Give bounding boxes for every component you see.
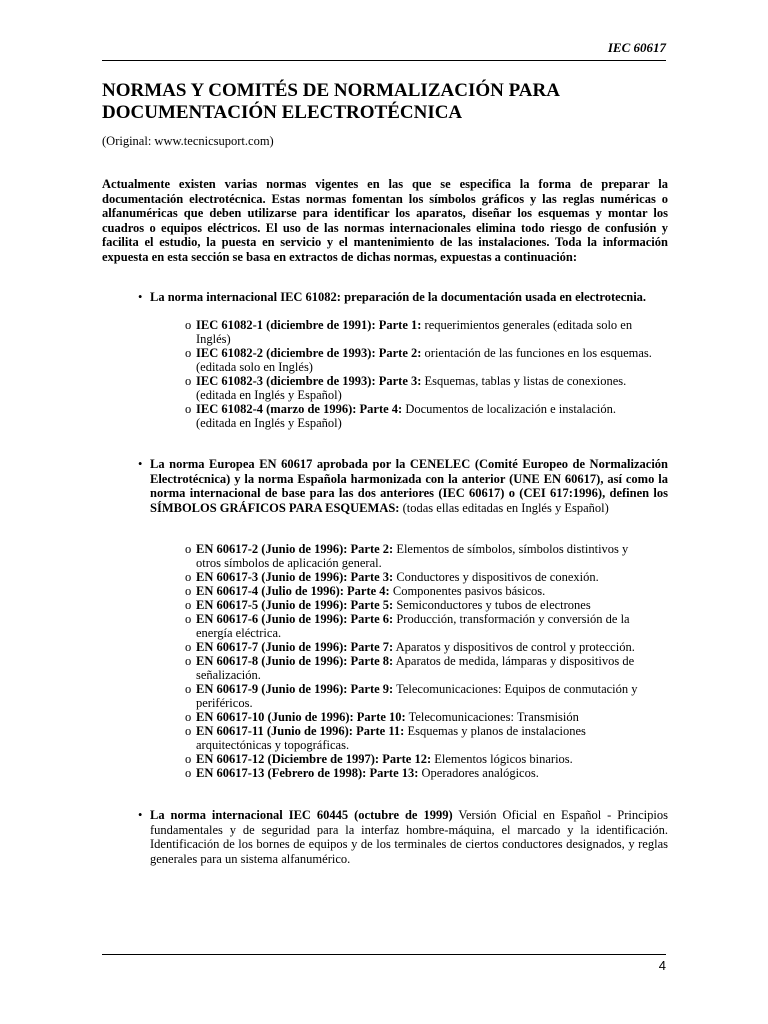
list-item: o EN 60617-2 (Junio de 1996): Parte 2: Elementos de símbolos, símbolos distintivos y otros símbolos de aplicación general. [185,542,629,570]
section-heading: La norma internacional IEC 61082: preparación de la documentación usada en electrotecnia. [150,290,647,304]
section-iec-60445 [138,808,668,866]
list-item: o EN 60617-12 (Diciembre de 1997): Parte 12: Elementos lógicos binarios. [185,752,573,766]
circle-bullet-icon: o [185,542,192,556]
bullet-icon: • [138,808,143,822]
list-item: o EN 60617-8 (Junio de 1996): Parte 8: Aparatos de medida, lámparas y dispositivos de señalización. [185,654,635,682]
circle-bullet-icon: o [185,598,192,612]
list-item: o EN 60617-4 (Julio de 1996): Parte 4: Componentes pasivos básicos. [185,584,546,598]
footer-rule [102,954,666,955]
bullet-icon: • [138,290,143,304]
circle-bullet-icon: o [185,752,192,766]
section-note: (todas ellas editadas en Inglés y Español) [399,500,609,515]
circle-bullet-icon: o [185,612,192,626]
list-item: o IEC 61082-4 (marzo de 1996): Parte 4: Documentos de localización e instalación. (editada en Inglés y Español) [185,402,617,430]
list-item: o EN 60617-11 (Junio de 1996): Parte 11: Esquemas y planos de instalaciones arquitectónicas y topográficas. [185,724,586,752]
section-note: Versión Oficial en Español - Principios fundamentales y de seguridad para la interfaz hombre-máquina, el marcado y la identificación. Identificación de los bornes de equipos y de los terminales de ciertos conductores designados, y reglas generales para un sistema alfanumérico. [150,808,668,866]
list-item: o EN 60617-10 (Junio de 1996): Parte 10: Telecomunicaciones: Transmisión [185,710,579,724]
page-number: 4 [658,958,666,973]
circle-bullet-icon: o [185,374,192,388]
sublist-iec-61082 [185,318,655,430]
header-rule [102,60,666,61]
section-en-60617 [138,457,668,515]
list-item: o IEC 61082-3 (diciembre de 1993): Parte 3: Esquemas, tablas y listas de conexiones. (editada en Inglés y Español) [185,374,627,402]
circle-bullet-icon: o [185,402,192,416]
circle-bullet-icon: o [185,710,192,724]
intro-paragraph: Actualmente existen varias normas vigentes en las que se especifica la forma de preparar la documentación electrotécnica. Estas normas fomentan los símbolos gráficos y las reglas numéricas o alfanuméricas que deben utilizarse para identificar los aparatos, diseñar los esquemas y montar los cuadros o equipos eléctricos. El uso de las normas internacionales elimina todo riesgo de confusión y facilita el estudio, la puesta en servicio y el mantenimiento de las instalaciones. Toda la información expuesta en esta sección se basa en extractos de dichas normas, expuestas a continuación: [102,177,668,264]
circle-bullet-icon: o [185,584,192,598]
list-item: o EN 60617-7 (Junio de 1996): Parte 7: Aparatos y dispositivos de control y protección. [185,640,635,654]
list-item: o EN 60617-3 (Junio de 1996): Parte 3: Conductores y dispositivos de conexión. [185,570,599,584]
section-heading: La norma Europea EN 60617 aprobada por la CENELEC (Comité Europeo de Normalización Electrotécnica) y la norma Española harmonizada con la anterior (UNE EN 60617), así como la norma internacional de base para las dos anteriores (IEC 60617) o (CEI 617:1996), definen los SÍMBOLOS GRÁFICOS PARA ESQUEMAS: [150,457,668,515]
page-title: NORMAS Y COMITÉS DE NORMALIZACIÓN PARA DOCUMENTACIÓN ELECTROTÉCNICA [102,80,559,123]
bullet-icon: • [138,457,143,471]
section-iec-61082 [138,290,668,305]
header-label: IEC 60617 [607,40,666,55]
circle-bullet-icon: o [185,654,192,668]
section-bullet [138,457,668,515]
circle-bullet-icon: o [185,318,192,332]
sublist-en-60617 [185,542,655,780]
list-item: o EN 60617-13 (Febrero de 1998): Parte 13: Operadores analógicos. [185,766,539,780]
circle-bullet-icon: o [185,724,192,738]
circle-bullet-icon: o [185,640,192,654]
section-heading: La norma internacional IEC 60445 (octubre de 1999) [150,808,453,822]
list-item: o EN 60617-9 (Junio de 1996): Parte 9: Telecomunicaciones: Equipos de conmutación y periféricos. [185,682,638,710]
list-item: o EN 60617-6 (Junio de 1996): Parte 6: Producción, transformación y conversión de la energía eléctrica. [185,612,630,640]
circle-bullet-icon: o [185,570,192,584]
section-bullet [138,808,668,866]
original-source: (Original: www.tecnicsuport.com) [102,134,274,148]
circle-bullet-icon: o [185,346,192,360]
list-item: o EN 60617-5 (Junio de 1996): Parte 5: Semiconductores y tubos de electrones [185,598,591,612]
circle-bullet-icon: o [185,682,192,696]
list-item: o IEC 61082-2 (diciembre de 1993): Parte 2: orientación de las funciones en los esquemas. (editada solo en Inglés) [185,346,652,374]
section-bullet [138,290,668,305]
circle-bullet-icon: o [185,766,192,780]
list-item: o IEC 61082-1 (diciembre de 1991): Parte 1: requerimientos generales (editada solo en Inglés) [185,318,633,346]
